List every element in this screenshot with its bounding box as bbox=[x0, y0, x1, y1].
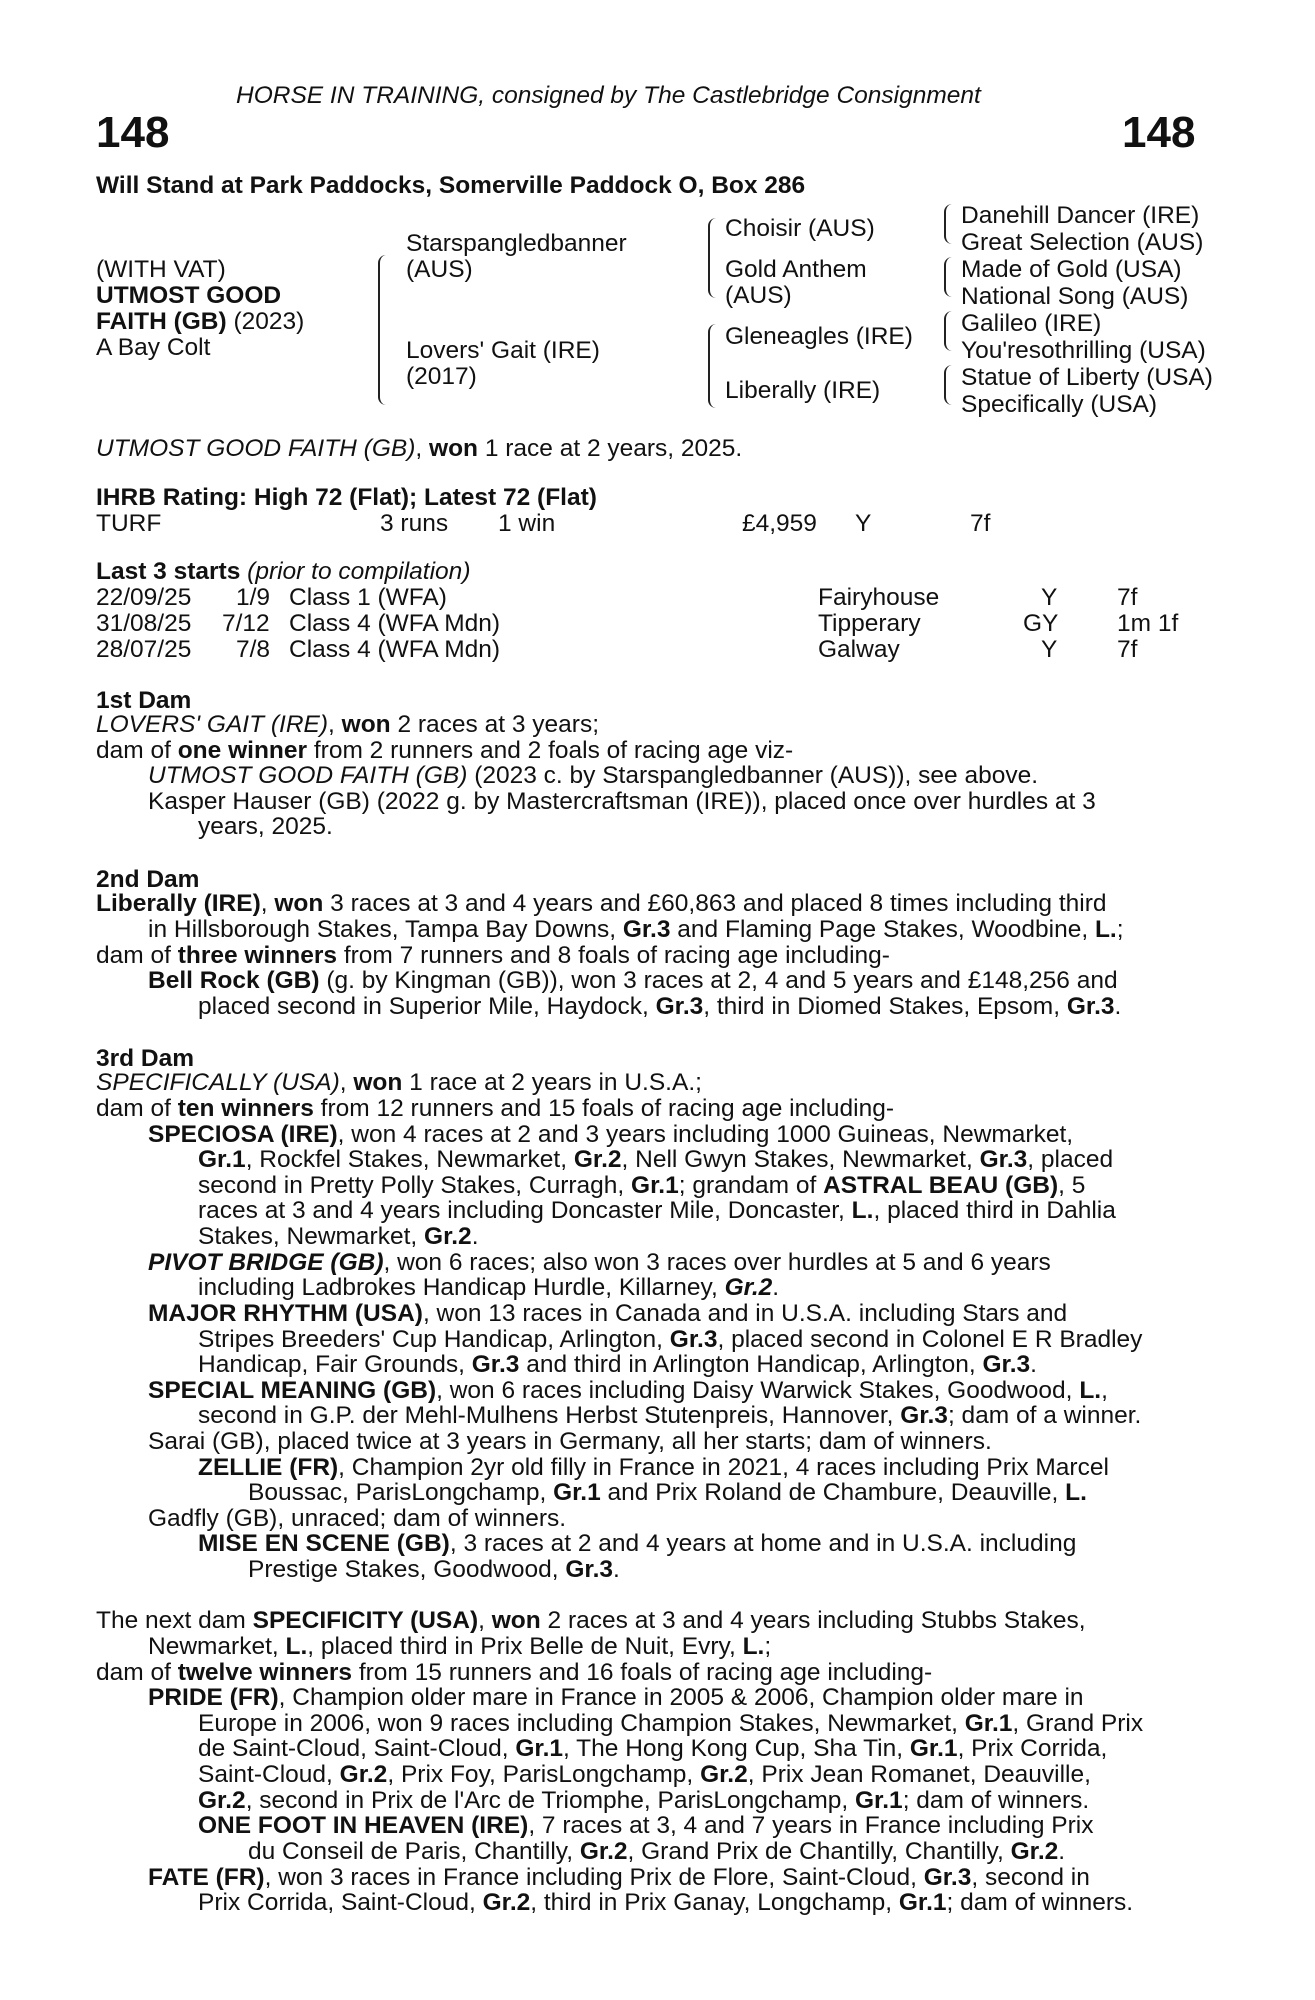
text: Newmarket, bbox=[148, 1633, 286, 1660]
grade: Gr.2 bbox=[198, 1787, 246, 1814]
pedigree-brace-main bbox=[378, 255, 392, 405]
text: , placed bbox=[1027, 1146, 1114, 1173]
dam3-name: SPECIFICALLY (USA) bbox=[96, 1069, 340, 1096]
dam2-line4 bbox=[148, 968, 1118, 994]
speciosa-line5 bbox=[198, 1224, 479, 1250]
text: , 5 bbox=[1058, 1172, 1086, 1199]
pride-name: PRIDE (FR) bbox=[148, 1684, 279, 1711]
dam2-won: won bbox=[274, 890, 324, 917]
start-dist: 7f bbox=[1117, 584, 1138, 611]
dam3-sep: , bbox=[339, 1069, 354, 1096]
dam2-sep: , bbox=[260, 890, 275, 917]
sire-dam-line1: Gold Anthem bbox=[725, 256, 867, 283]
start-going: Y bbox=[1041, 636, 1058, 663]
start-course: Fairyhouse bbox=[818, 584, 940, 611]
text: second in Pretty Polly Stakes, Curragh, bbox=[198, 1172, 632, 1199]
grade: Gr.3 bbox=[471, 1351, 520, 1378]
speciosa-line4 bbox=[198, 1198, 1116, 1224]
gen3-6: You'resothrilling (USA) bbox=[961, 337, 1206, 364]
dam1-name: LOVERS' GAIT (IRE) bbox=[96, 711, 329, 738]
dam2-name: Liberally (IRE) bbox=[96, 890, 261, 917]
text: including Ladbrokes Handicap Hurdle, Killarney, bbox=[198, 1274, 725, 1301]
zellie-line1 bbox=[198, 1455, 1109, 1481]
summary-won: won bbox=[429, 435, 479, 462]
speciosa-name: SPECIOSA (IRE) bbox=[148, 1121, 338, 1148]
grade: Gr.1 bbox=[964, 1710, 1013, 1737]
summary-horse-name: UTMOST GOOD FAITH (GB) bbox=[96, 435, 416, 462]
start-course: Tipperary bbox=[818, 610, 921, 637]
rating-runs: 3 runs bbox=[380, 510, 449, 537]
gen3-5: Galileo (IRE) bbox=[961, 310, 1102, 337]
major-line2 bbox=[198, 1327, 1142, 1353]
pivot-bridge-name: PIVOT BRIDGE (GB) bbox=[148, 1249, 384, 1276]
grade: Gr.2 bbox=[482, 1889, 531, 1916]
dam3-heading: 3rd Dam bbox=[96, 1045, 195, 1072]
gen3-1: Danehill Dancer (IRE) bbox=[961, 202, 1200, 229]
text: dam of bbox=[96, 1659, 178, 1686]
text: , bbox=[1101, 1377, 1108, 1404]
text: Stakes, Newmarket, bbox=[198, 1223, 425, 1250]
gen3-8: Specifically (USA) bbox=[961, 391, 1158, 418]
dam1-line4: Kasper Hauser (GB) (2022 g. by Mastercraftsman (IRE)), placed once over hurdles at 3 bbox=[148, 788, 1096, 815]
speciosa-line3 bbox=[198, 1173, 1085, 1199]
grade: Gr.2 bbox=[700, 1761, 748, 1788]
start-dist: 7f bbox=[1117, 636, 1138, 663]
grade: Gr.1 bbox=[198, 1146, 246, 1173]
horse-year: (2023) bbox=[233, 308, 305, 335]
rating-heading: IHRB Rating: High 72 (Flat); Latest 72 (Flat) bbox=[96, 484, 597, 511]
text: , second in bbox=[971, 1864, 1090, 1891]
dam1-winners: one winner bbox=[177, 737, 308, 764]
dam1-line2 bbox=[96, 738, 793, 764]
sire-line1: Starspangledbanner bbox=[406, 230, 627, 257]
grade: Gr.3 bbox=[565, 1556, 614, 1583]
mise-line1 bbox=[198, 1531, 1076, 1557]
text: , third in Prix Ganay, Longchamp, bbox=[530, 1889, 899, 1916]
listed: L. bbox=[1079, 1377, 1102, 1404]
pride-line5 bbox=[198, 1788, 1089, 1814]
pivot-line2 bbox=[198, 1275, 779, 1301]
text: Prestige Stakes, Goodwood, bbox=[248, 1556, 566, 1583]
last-starts-note: (prior to compilation) bbox=[247, 558, 471, 585]
grade: Gr.3 bbox=[669, 1326, 718, 1353]
dam2-line5 bbox=[198, 994, 1121, 1020]
text: . bbox=[613, 1556, 620, 1583]
pedigree-brace-g3 bbox=[944, 311, 955, 351]
text: , bbox=[478, 1607, 492, 1634]
text: Saint-Cloud, bbox=[198, 1761, 340, 1788]
horse-name-part2: FAITH (GB) bbox=[96, 308, 227, 335]
major-rhythm-name: MAJOR RHYTHM (USA) bbox=[148, 1300, 423, 1327]
sire-line2: (AUS) bbox=[406, 256, 473, 283]
text: , Rockfel Stakes, Newmarket, bbox=[245, 1146, 574, 1173]
dam1-won: won bbox=[341, 711, 391, 738]
race-summary: UTMOST GOOD FAITH (GB), won 1 race at 2 years, 2025. bbox=[96, 435, 743, 462]
start-date: 22/09/25 bbox=[96, 584, 192, 611]
sarai-line: Sarai (GB), placed twice at 3 years in Germany, all her starts; dam of winners. bbox=[148, 1428, 992, 1455]
start-pos: 7/8 bbox=[236, 636, 271, 663]
grade: Gr.1 bbox=[631, 1172, 679, 1199]
onefoot-line1 bbox=[198, 1813, 1093, 1839]
text: , 3 races at 2 and 4 years at home and in U.S.A. including bbox=[449, 1530, 1077, 1557]
dam-line1: Lovers' Gait (IRE) bbox=[406, 337, 600, 364]
pride-line3 bbox=[198, 1736, 1107, 1762]
major-line1 bbox=[148, 1301, 1067, 1327]
pivot-detail: , won 6 races; also won 3 races over hurdles at 5 and 6 years bbox=[383, 1249, 1051, 1276]
grade: Gr.1 bbox=[909, 1735, 958, 1762]
dam2-record: 3 races at 3 and 4 years and £60,863 and placed 8 times including third bbox=[323, 890, 1107, 917]
text: , The Hong Kong Cup, Sha Tin, bbox=[563, 1735, 910, 1762]
text: , placed third in Prix Belle de Nuit, Evry, bbox=[307, 1633, 743, 1660]
start-pos: 7/12 bbox=[222, 610, 270, 637]
dam2-line3 bbox=[96, 943, 890, 969]
dam2-l5-text: placed second in Superior Mile, Haydock, bbox=[198, 993, 656, 1020]
text: Stripes Breeders' Cup Handicap, Arlington, bbox=[198, 1326, 670, 1353]
major-detail: , won 13 races in Canada and in U.S.A. including Stars and bbox=[422, 1300, 1068, 1327]
dam-sire: Gleneagles (IRE) bbox=[725, 323, 913, 350]
text: and third in Arlington Handicap, Arlington, bbox=[519, 1351, 983, 1378]
major-line3 bbox=[198, 1352, 1037, 1378]
gen3-4: National Song (AUS) bbox=[961, 283, 1189, 310]
lot-number-left: 148 bbox=[96, 108, 170, 157]
speciosa-line1 bbox=[148, 1122, 1073, 1148]
gen3-7: Statue of Liberty (USA) bbox=[961, 364, 1213, 391]
grade: Gr.1 bbox=[515, 1735, 564, 1762]
text: 2 races at 3 and 4 years including Stubbs Stakes, bbox=[540, 1607, 1086, 1634]
grade: Gr.1 bbox=[898, 1889, 947, 1916]
last-starts-heading: Last 3 starts bbox=[96, 558, 241, 585]
vat-note: (WITH VAT) bbox=[96, 256, 226, 283]
gadfly-line: Gadfly (GB), unraced; dam of winners. bbox=[148, 1505, 567, 1532]
dam3-runners: from 12 runners and 15 foals of racing age including- bbox=[313, 1095, 895, 1122]
nextdam-line1 bbox=[96, 1608, 1086, 1634]
mise-en-scene-name: MISE EN SCENE (GB) bbox=[198, 1530, 450, 1557]
text: and Prix Roland de Chambure, Deauville, bbox=[600, 1479, 1066, 1506]
text: . bbox=[1058, 1838, 1066, 1865]
text: , Grand Prix bbox=[1012, 1710, 1144, 1737]
zellie-name: ZELLIE (FR) bbox=[198, 1454, 339, 1481]
text: , Prix Foy, ParisLongchamp, bbox=[387, 1761, 701, 1788]
text: du Conseil de Paris, Chantilly, bbox=[248, 1838, 580, 1865]
text: ; dam of winners. bbox=[902, 1787, 1090, 1814]
start-date: 31/08/25 bbox=[96, 610, 192, 637]
text: races at 3 and 4 years including Doncaster Mile, Doncaster, bbox=[198, 1197, 852, 1224]
dam2-runners: from 7 runners and 8 foals of racing age including- bbox=[337, 942, 890, 969]
text: , Grand Prix de Chantilly, Chantilly, bbox=[627, 1838, 1011, 1865]
dam-dam: Liberally (IRE) bbox=[725, 377, 881, 404]
rating-distance: 7f bbox=[970, 510, 991, 537]
dam2-winners: three winners bbox=[177, 942, 338, 969]
text: Boussac, ParisLongchamp, bbox=[248, 1479, 554, 1506]
text: , Champion 2yr old filly in France in 2021, 4 races including Prix Marcel bbox=[338, 1454, 1109, 1481]
dam2-l5-text2: , third in Diomed Stakes, Epsom, bbox=[703, 993, 1067, 1020]
dam1-line5: years, 2025. bbox=[198, 813, 333, 840]
text: , Prix Corrida, bbox=[957, 1735, 1108, 1762]
text: , won 3 races in France including Prix de Flore, Saint-Cloud, bbox=[264, 1864, 924, 1891]
pedigree-brace-g2 bbox=[944, 257, 955, 297]
start-going: Y bbox=[1041, 584, 1058, 611]
pride-line1 bbox=[148, 1685, 1084, 1711]
pedigree-brace-sire bbox=[708, 218, 720, 298]
dam2-l2-text2: and Flaming Page Stakes, Woodbine, bbox=[670, 916, 1095, 943]
gen3-3: Made of Gold (USA) bbox=[961, 256, 1182, 283]
dam1-damof: dam of bbox=[96, 737, 178, 764]
text: Handicap, Fair Grounds, bbox=[198, 1351, 472, 1378]
nextdam-line3 bbox=[96, 1660, 932, 1686]
listed: L. bbox=[742, 1633, 765, 1660]
won: won bbox=[491, 1607, 541, 1634]
summary-rest: 1 race at 2 years, 2025. bbox=[484, 435, 743, 462]
dam2-l5-end: . bbox=[1114, 993, 1122, 1020]
grade: Gr.2 bbox=[724, 1274, 773, 1301]
dam2-damof: dam of bbox=[96, 942, 178, 969]
dam2-l2-text: in Hillsborough Stakes, Tampa Bay Downs, bbox=[148, 916, 623, 943]
fate-line2 bbox=[198, 1890, 1133, 1916]
dam1-line3 bbox=[148, 763, 1038, 789]
grade: Gr.2 bbox=[573, 1146, 622, 1173]
horse-description: A Bay Colt bbox=[96, 334, 211, 361]
grade: Gr.2 bbox=[579, 1838, 628, 1865]
dam1-runners: from 2 runners and 2 foals of racing age viz- bbox=[307, 737, 794, 764]
astral-beau-name: ASTRAL BEAU (GB) bbox=[823, 1172, 1059, 1199]
dam2-l2-grade: Gr.3 bbox=[622, 916, 671, 943]
mise-line2 bbox=[248, 1557, 620, 1583]
pride-line2 bbox=[198, 1711, 1143, 1737]
dam2-line2 bbox=[148, 917, 1124, 943]
text: The next dam bbox=[96, 1607, 253, 1634]
text: . bbox=[772, 1274, 780, 1301]
start-class: Class 4 (WFA Mdn) bbox=[289, 610, 501, 637]
special-line1 bbox=[148, 1378, 1108, 1404]
pedigree-brace-dam bbox=[708, 324, 720, 408]
text: . bbox=[1030, 1351, 1037, 1378]
text: ; dam of a winner. bbox=[947, 1402, 1142, 1429]
start-date: 28/07/25 bbox=[96, 636, 192, 663]
one-foot-in-heaven-name: ONE FOOT IN HEAVEN (IRE) bbox=[198, 1812, 529, 1839]
pride-line4 bbox=[198, 1762, 1091, 1788]
rating-going: Y bbox=[855, 510, 872, 537]
dam2-foal-name: Bell Rock (GB) bbox=[148, 967, 320, 994]
text: de Saint-Cloud, Saint-Cloud, bbox=[198, 1735, 516, 1762]
dam2-l5-grade2: Gr.3 bbox=[1066, 993, 1115, 1020]
dam2-heading: 2nd Dam bbox=[96, 866, 200, 893]
dam3-line1 bbox=[96, 1070, 702, 1096]
text: , placed second in Colonel E R Bradley bbox=[717, 1326, 1143, 1353]
grade: Gr.3 bbox=[979, 1146, 1028, 1173]
text: , Nell Gwyn Stakes, Newmarket, bbox=[621, 1146, 980, 1173]
dam2-line1 bbox=[96, 891, 1107, 917]
special-meaning-name: SPECIAL MEANING (GB) bbox=[148, 1377, 437, 1404]
text: Prix Corrida, Saint-Cloud, bbox=[198, 1889, 483, 1916]
dam1-heading: 1st Dam bbox=[96, 687, 192, 714]
dam3-winners: ten winners bbox=[177, 1095, 314, 1122]
speciosa-line2 bbox=[198, 1147, 1113, 1173]
fate-name: FATE (FR) bbox=[148, 1864, 265, 1891]
text: ; dam of winners. bbox=[946, 1889, 1134, 1916]
text: , second in Prix de l'Arc de Triomphe, ParisLongchamp, bbox=[245, 1787, 855, 1814]
dam2-foal-detail: (g. by Kingman (GB)), won 3 races at 2, 4 and 5 years and £148,256 and bbox=[319, 967, 1118, 994]
dam3-won: won bbox=[353, 1069, 403, 1096]
dam1-record: 2 races at 3 years; bbox=[390, 711, 600, 738]
nextdam-line2 bbox=[148, 1634, 771, 1660]
special-line2 bbox=[198, 1403, 1141, 1429]
dam-line2: (2017) bbox=[406, 363, 477, 390]
text: , 7 races at 3, 4 and 7 years in France including Prix bbox=[528, 1812, 1094, 1839]
text: from 15 runners and 16 foals of racing age including- bbox=[352, 1659, 933, 1686]
last-starts-heading-line bbox=[96, 558, 470, 586]
winners: twelve winners bbox=[177, 1659, 353, 1686]
grade: Gr.1 bbox=[553, 1479, 601, 1506]
grade: Gr.3 bbox=[923, 1864, 972, 1891]
dam2-l5-grade: Gr.3 bbox=[655, 993, 704, 1020]
text: , Champion older mare in France in 2005 & 2006, Champion older mare in bbox=[278, 1684, 1084, 1711]
zellie-line2 bbox=[248, 1480, 1087, 1506]
dam1-line1 bbox=[96, 712, 599, 738]
grade: Gr.3 bbox=[982, 1351, 1031, 1378]
text: . bbox=[471, 1223, 479, 1250]
sire-dam-line2: (AUS) bbox=[725, 282, 792, 309]
pedigree-brace-g1 bbox=[944, 204, 955, 244]
text: , placed third in Dahlia bbox=[873, 1197, 1116, 1224]
horse-name-line1: UTMOST GOOD bbox=[96, 282, 282, 309]
rating-prize: £4,959 bbox=[742, 510, 817, 537]
text: ; grandam of bbox=[678, 1172, 824, 1199]
start-dist: 1m 1f bbox=[1117, 610, 1179, 637]
start-course: Galway bbox=[818, 636, 900, 663]
start-class: Class 4 (WFA Mdn) bbox=[289, 636, 501, 663]
pedigree-brace-g4 bbox=[944, 365, 955, 405]
text: , Prix Jean Romanet, Deauville, bbox=[747, 1761, 1091, 1788]
consignment-header: HORSE IN TRAINING, consigned by The Castlebridge Consignment bbox=[236, 82, 981, 109]
listed: L. bbox=[851, 1197, 874, 1224]
grade: Gr.3 bbox=[900, 1402, 948, 1429]
dam3-record: 1 race at 2 years in U.S.A.; bbox=[402, 1069, 702, 1096]
grade: Gr.2 bbox=[1010, 1838, 1059, 1865]
rating-wins: 1 win bbox=[498, 510, 556, 537]
speciosa-detail: , won 4 races at 2 and 3 years including 1000 Guineas, Newmarket, bbox=[337, 1121, 1074, 1148]
dam3-damof: dam of bbox=[96, 1095, 178, 1122]
lot-number-right: 148 bbox=[1122, 108, 1196, 157]
onefoot-line2 bbox=[248, 1839, 1065, 1865]
start-pos: 1/9 bbox=[236, 584, 271, 611]
grade: Gr.2 bbox=[339, 1761, 388, 1788]
horse-name-line2 bbox=[96, 308, 304, 336]
sire-sire: Choisir (AUS) bbox=[725, 215, 875, 242]
pivot-line1 bbox=[148, 1250, 1051, 1276]
text: second in G.P. der Mehl-Mulhens Herbst Stutenpreis, Hannover, bbox=[198, 1402, 901, 1429]
dam1-foal1-name: UTMOST GOOD FAITH (GB) bbox=[148, 762, 468, 789]
grade: Gr.2 bbox=[424, 1223, 472, 1250]
gen3-2: Great Selection (AUS) bbox=[961, 229, 1204, 256]
text: ; bbox=[764, 1633, 772, 1660]
location-line: Will Stand at Park Paddocks, Somerville Paddock O, Box 286 bbox=[96, 172, 806, 199]
dam3-line2 bbox=[96, 1096, 894, 1122]
dam1-sep: , bbox=[328, 711, 342, 738]
text: , won 6 races including Daisy Warwick Stakes, Goodwood, bbox=[436, 1377, 1080, 1404]
start-going: GY bbox=[1023, 610, 1059, 637]
specificity-name: SPECIFICITY (USA) bbox=[252, 1607, 479, 1634]
rating-surface: TURF bbox=[96, 510, 162, 537]
start-class: Class 1 (WFA) bbox=[289, 584, 447, 611]
listed: L. bbox=[1065, 1479, 1087, 1506]
fate-line1 bbox=[148, 1865, 1090, 1891]
text: Europe in 2006, won 9 races including Champion Stakes, Newmarket, bbox=[198, 1710, 965, 1737]
dam1-foal1-detail: (2023 c. by Starspangledbanner (AUS)), see above. bbox=[467, 762, 1039, 789]
dam2-l2-listed: L. bbox=[1094, 916, 1117, 943]
dam2-l2-end: ; bbox=[1116, 916, 1124, 943]
grade: Gr.1 bbox=[855, 1787, 903, 1814]
listed: L. bbox=[285, 1633, 308, 1660]
